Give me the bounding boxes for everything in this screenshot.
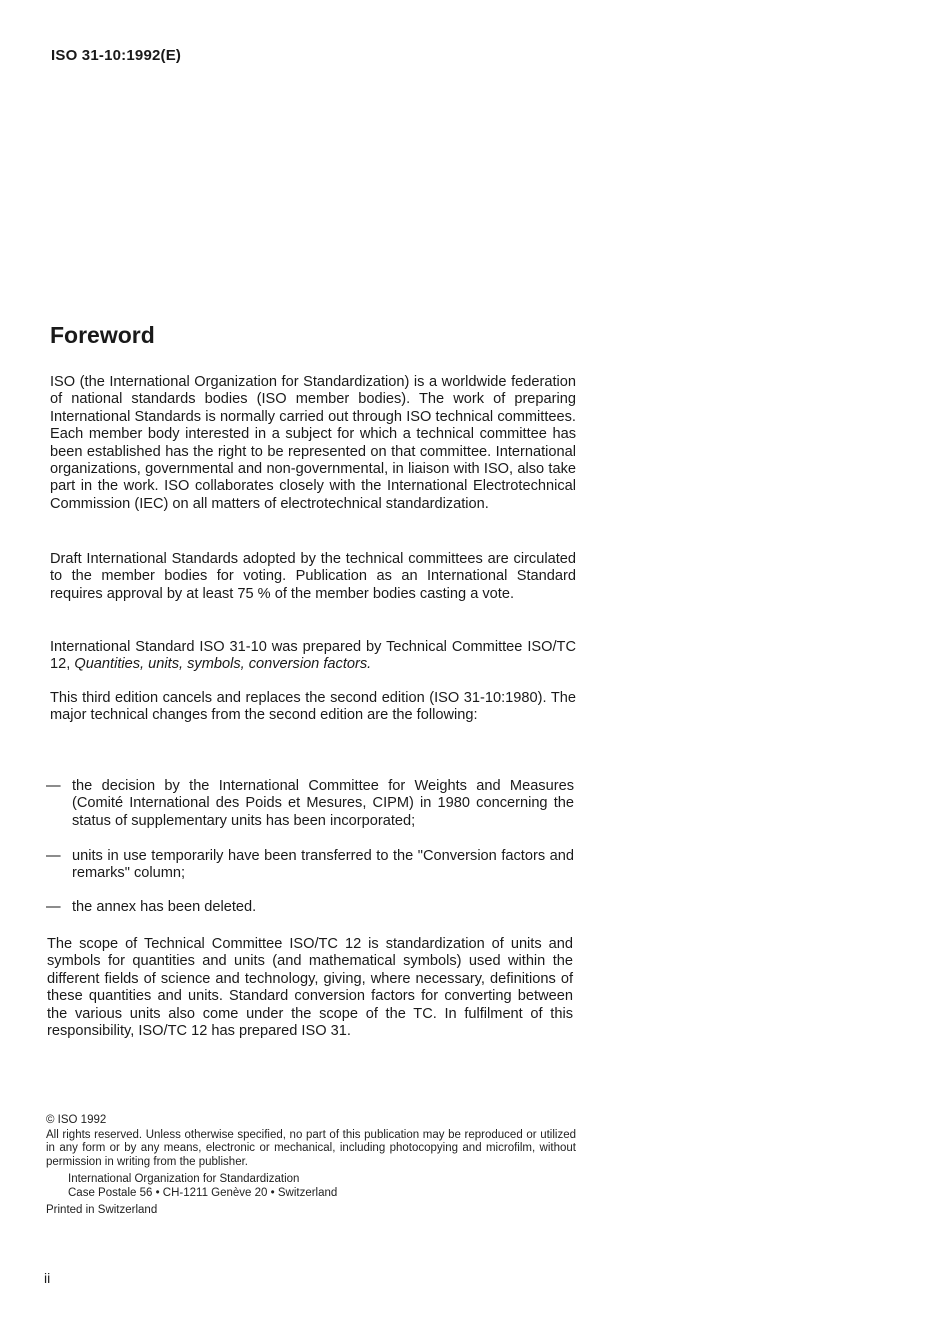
dash-bullet: — — [46, 778, 61, 794]
list-item-text: the annex has been deleted. — [72, 899, 257, 915]
foreword-paragraph-iso-description: ISO (the International Organization for Standardization) is a worldwide federation of national standards bodies (ISO member bodies). The work of preparing International Standards is normally carried out through ISO technical committees. Each member body interested in a subject for which a technical committee has been established has the right to be represented on that committee. International organizations, governmental and non-governmental, in liaison with ISO, also take part in the work. ISO collaborates closely with the International Electrotechnical Commission (IEC) on all matters of electrotechnical standardization. — [50, 374, 576, 512]
list-item — [46, 899, 574, 916]
foreword-paragraph-draft-standards: Draft International Standards adopted by the technical committees are circulated to the member bodies for voting. Publication as an International Standard requires approval by at least 75 % of the member bodies casting a vote. — [50, 551, 576, 602]
dash-bullet: — — [46, 899, 61, 915]
foreword-paragraph-scope: The scope of Technical Committee ISO/TC 12 is standardization of units and symbols for quantities and units (and mathematical symbols) used within the different fields of science and technology, giving, where necessary, definitions of these quantities and units. Standard conversion factors for converting between the various units also come under the scope of the TC. In fulfilment of this responsibility, ISO/TC 12 has prepared ISO 31. — [47, 936, 573, 1040]
publisher-name: International Organization for Standardization — [68, 1173, 300, 1185]
page-title: Foreword — [50, 322, 155, 348]
rights-statement: All rights reserved. Unless otherwise specified, no part of this publication may be reproduced or utilized in any form or by any means, electronic or mechanical, including photocopying and microfilm, without permission in writing from the publisher. — [46, 1128, 576, 1168]
publisher-postal-address: Case Postale 56 • CH-1211 Genève 20 • Switzerland — [68, 1186, 338, 1199]
copyright-notice: © ISO 1992 — [46, 1114, 107, 1126]
publisher-address — [46, 1173, 576, 1200]
foreword-paragraph-prepared-by — [50, 639, 576, 674]
changes-list-item-2 — [46, 848, 574, 883]
prepared-by-text: International Standard ISO 31-10 was prepared by Technical Committee ISO/TC 12, — [50, 639, 576, 673]
printed-location: Printed in Switzerland — [46, 1204, 158, 1216]
list-item — [46, 848, 574, 883]
list-item — [46, 778, 574, 830]
page-number: ii — [44, 1270, 51, 1286]
dash-bullet: — — [46, 848, 61, 864]
foreword-paragraph-edition: This third edition cancels and replaces the second edition (ISO 31-10:1980). The major technical changes from the second edition are the following: — [50, 690, 576, 724]
changes-list-item-1 — [46, 778, 574, 830]
changes-list-item-3 — [46, 899, 574, 916]
list-item-text: the decision by the International Committee for Weights and Measures (Comité International des Poids et Mesures, CIPM) in 1980 concerning the status of supplementary units has been incorporated; — [72, 778, 574, 829]
list-item-text: units in use temporarily have been transferred to the "Conversion factors and remarks" column; — [72, 848, 574, 882]
copyright-block — [46, 1114, 576, 1218]
committee-title: Quantities, units, symbols, conversion factors. — [74, 656, 372, 673]
document-identifier: ISO 31-10:1992(E) — [51, 47, 182, 64]
